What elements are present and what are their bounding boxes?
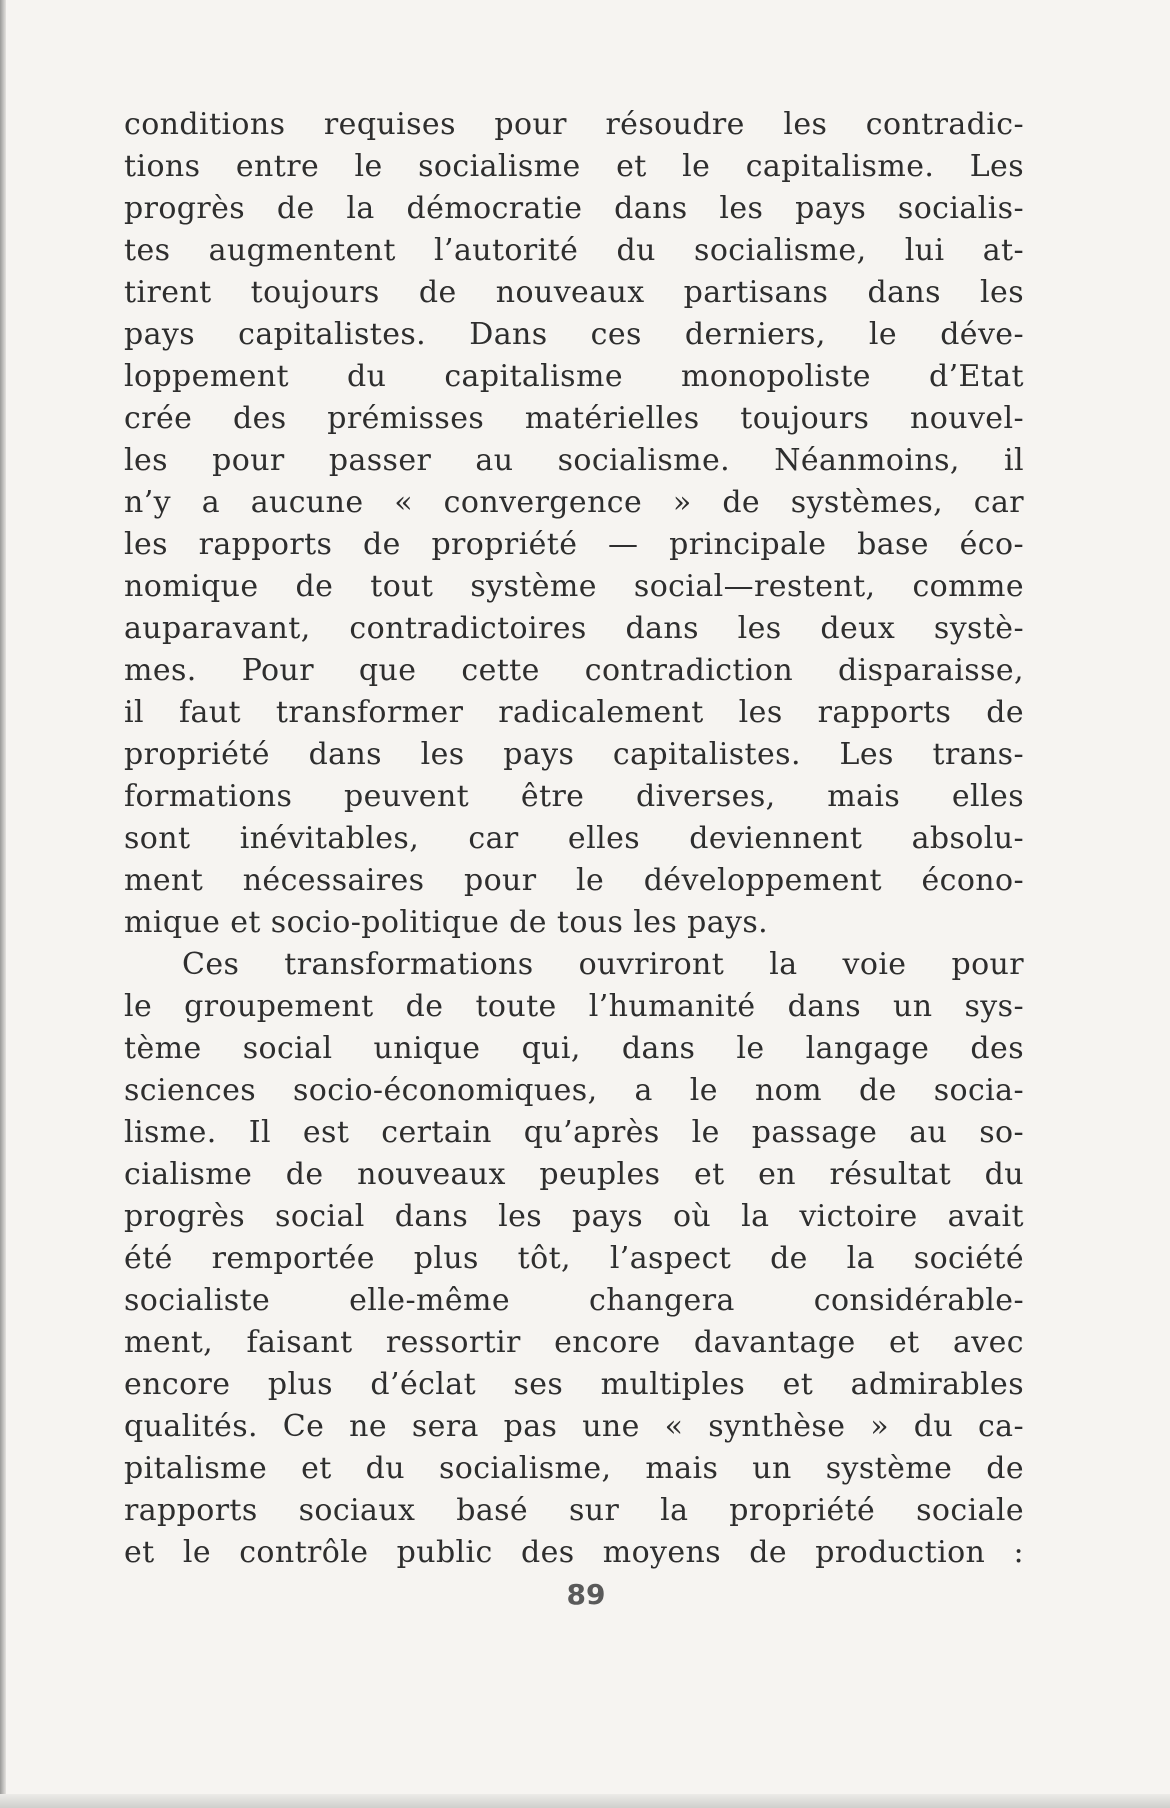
text-line: encore plus d’éclat ses multiples et admirables [124, 1367, 1024, 1402]
text-line: lisme. Il est certain qu’après le passage au so- [124, 1115, 1024, 1150]
text-line: tes augmentent l’autorité du socialisme, lui at- [124, 233, 1024, 268]
text-line: auparavant, contradictoires dans les deux systè- [124, 611, 1024, 646]
page-number: 89 [566, 1578, 606, 1611]
text-line-indented: Ces transformations ouvriront la voie pour [182, 947, 1024, 982]
text-line: rapports sociaux basé sur la propriété sociale [124, 1493, 1024, 1528]
text-line: conditions requises pour résoudre les contradic- [124, 107, 1024, 142]
text-line: tirent toujours de nouveaux partisans dans les [124, 275, 1024, 310]
page-left-edge [0, 0, 6, 1808]
text-line: le groupement de toute l’humanité dans un sys- [124, 989, 1024, 1024]
text-line: formations peuvent être diverses, mais elles [124, 779, 1024, 814]
text-line: tions entre le socialisme et le capitalisme. Les [124, 149, 1024, 184]
text-line: mes. Pour que cette contradiction disparaisse, [124, 653, 1024, 688]
text-line: tème social unique qui, dans le langage des [124, 1031, 1024, 1066]
text-line: n’y a aucune « convergence » de systèmes, car [124, 485, 1024, 520]
text-line: ment, faisant ressortir encore davantage et avec [124, 1325, 1024, 1360]
text-line: progrès de la démocratie dans les pays socialis- [124, 191, 1024, 226]
text-line: pitalisme et du socialisme, mais un système de [124, 1451, 1024, 1486]
text-line: crée des prémisses matérielles toujours nouvel- [124, 401, 1024, 436]
text-line: été remportée plus tôt, l’aspect de la société [124, 1241, 1024, 1276]
text-line: pays capitalistes. Dans ces derniers, le déve- [124, 317, 1024, 352]
text-line: les pour passer au socialisme. Néanmoins, il [124, 443, 1024, 478]
text-line: socialiste elle-même changera considérable- [124, 1283, 1024, 1318]
text-line: cialisme de nouveaux peuples et en résultat du [124, 1157, 1024, 1192]
text-line: les rapports de propriété — principale base éco- [124, 527, 1024, 562]
text-line: nomique de tout système social—restent, comme [124, 569, 1024, 604]
text-line: ment nécessaires pour le développement écono- [124, 863, 1024, 898]
page-bottom-edge [0, 1794, 1170, 1808]
text-line: mique et socio-politique de tous les pays. [124, 905, 769, 940]
text-line: il faut transformer radicalement les rapports de [124, 695, 1024, 730]
text-line: sciences socio-économiques, a le nom de socia- [124, 1073, 1024, 1108]
text-line: propriété dans les pays capitalistes. Les trans- [124, 737, 1024, 772]
text-line: sont inévitables, car elles deviennent absolu- [124, 821, 1024, 856]
text-line: progrès social dans les pays où la victoire avait [124, 1199, 1024, 1234]
text-line: et le contrôle public des moyens de production : [124, 1535, 1024, 1570]
text-line: loppement du capitalisme monopoliste d’Etat [124, 359, 1024, 394]
body-text [124, 104, 1024, 1574]
text-line: qualités. Ce ne sera pas une « synthèse » du ca- [124, 1409, 1024, 1444]
